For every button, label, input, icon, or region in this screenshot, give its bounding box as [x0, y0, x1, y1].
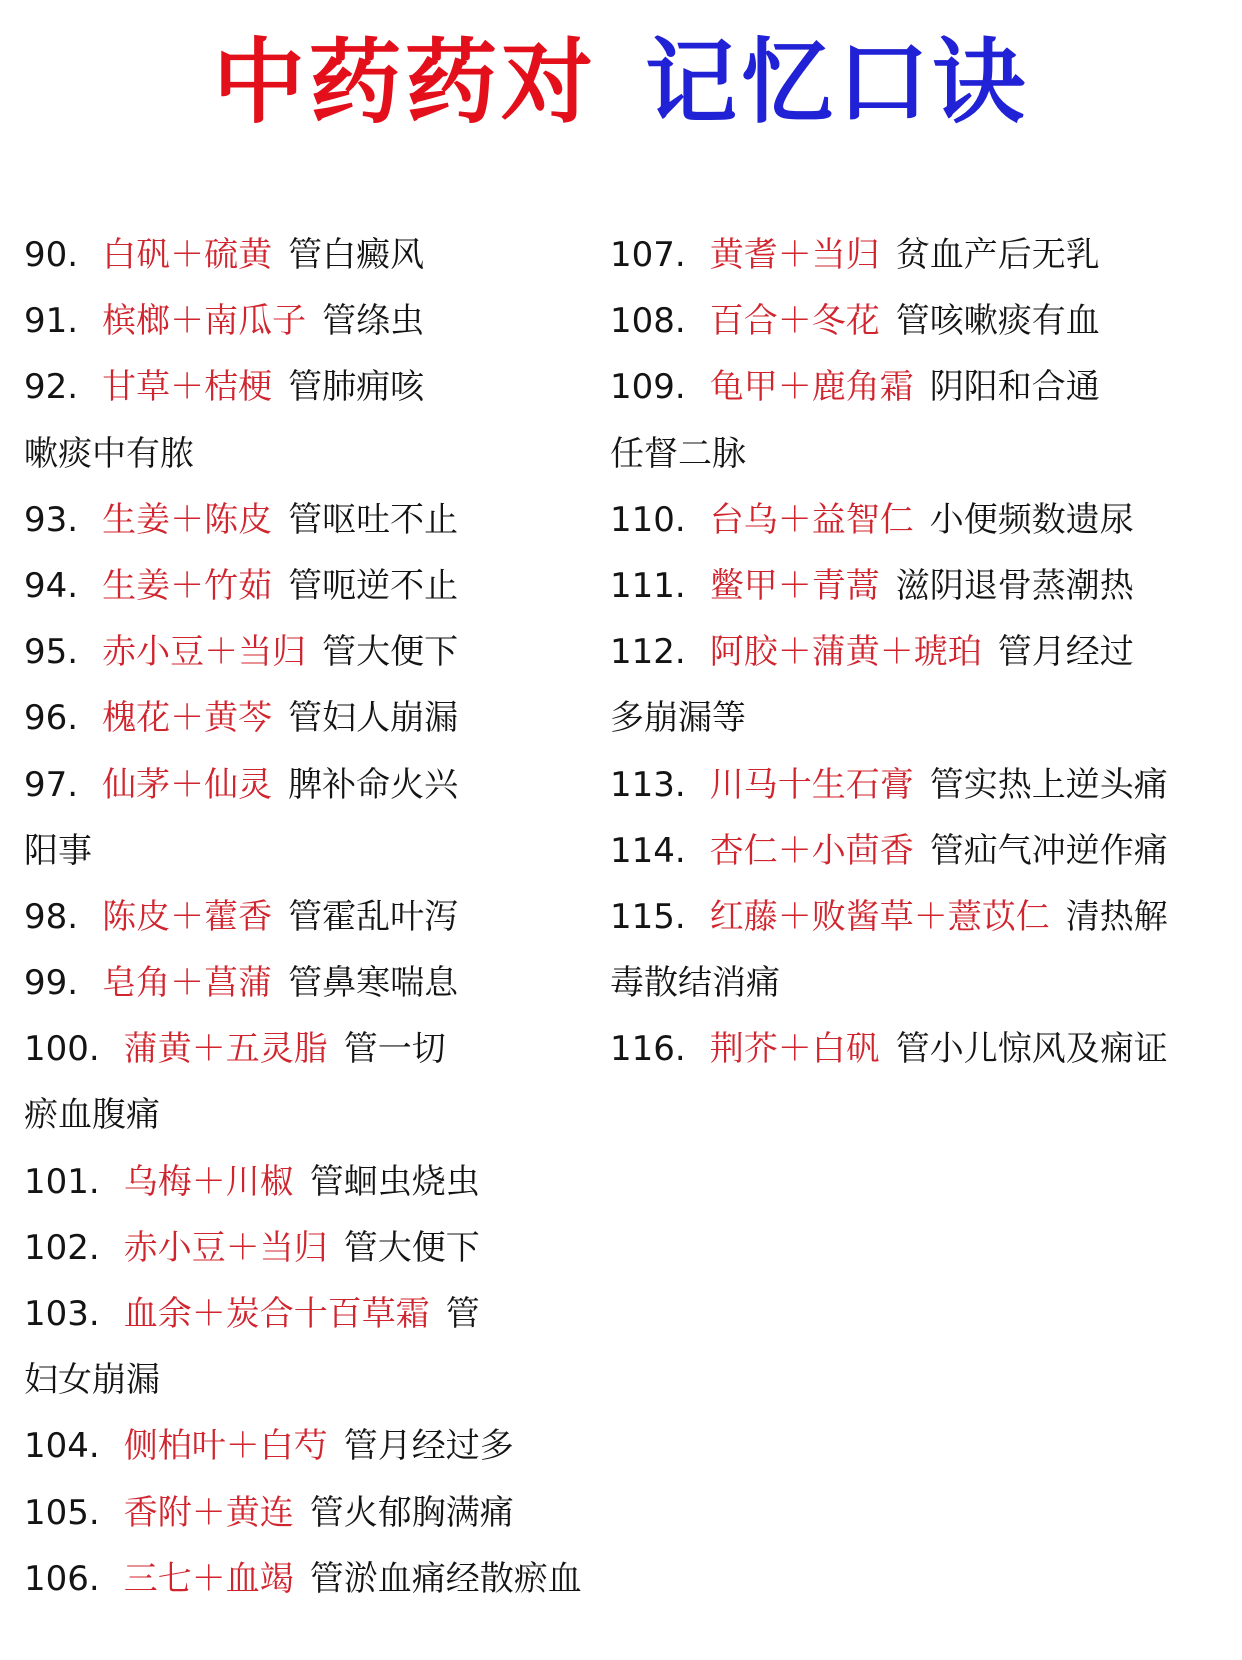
item-number: 110.: [610, 499, 686, 540]
item-number: 93.: [24, 499, 79, 540]
list-item: [610, 487, 1238, 553]
herb-effect: 管妇人崩漏: [288, 698, 459, 739]
item-number: 108.: [610, 301, 686, 342]
herb-pair: 荆芥＋白矾: [709, 1029, 880, 1070]
herb-effect: 管实热上逆头痛: [929, 764, 1168, 805]
herb-pair: 乌梅＋川椒: [123, 1161, 294, 1202]
left-column: [24, 222, 624, 1612]
herb-pair: 阿胶＋蒲黄＋琥珀: [709, 632, 982, 673]
list-item: [24, 1480, 624, 1546]
herb-effect: 清热解: [1065, 896, 1168, 937]
list-item: [24, 950, 624, 1016]
item-number: 103.: [24, 1294, 100, 1334]
herb-effect: 瘀血腹痛: [24, 1095, 160, 1136]
herb-effect: 滋阴退骨蒸潮热: [895, 565, 1134, 606]
herb-pair: 赤小豆＋当归: [123, 1227, 328, 1268]
list-item: [24, 1215, 624, 1281]
herb-pair: 香附＋黄连: [123, 1492, 294, 1533]
herb-effect: 管绦虫: [322, 301, 425, 342]
herb-pair: 百合＋冬花: [709, 301, 880, 342]
item-number: 94.: [24, 565, 79, 606]
item-number: 112.: [610, 632, 686, 673]
list-item: [610, 619, 1238, 685]
list-item: [24, 1149, 624, 1215]
herb-pair: 皂角＋菖蒲: [102, 963, 273, 1004]
herb-pair: 白矾＋硫黄: [102, 235, 273, 275]
list-item: [24, 752, 624, 818]
item-number: 107.: [610, 235, 686, 275]
herb-effect: 毒散结消痛: [610, 963, 780, 1004]
herb-pair: 台乌＋益智仁: [709, 499, 914, 540]
item-number: 115.: [610, 896, 686, 937]
item-number: 98.: [24, 896, 79, 937]
herb-pair: 仙茅＋仙灵: [102, 764, 273, 805]
herb-effect: 多崩漏等: [610, 698, 746, 739]
item-number: 111.: [610, 565, 686, 606]
list-item: [610, 752, 1238, 818]
list-item: [610, 222, 1238, 288]
list-item: [24, 487, 624, 553]
list-item: [24, 288, 624, 354]
herb-effect: 管白癜风: [288, 235, 425, 275]
herb-effect: 管月经过多: [343, 1426, 514, 1467]
item-number: 96.: [24, 698, 79, 739]
list-item: [610, 288, 1238, 354]
list-item: [24, 1413, 624, 1479]
item-number: 101.: [24, 1161, 100, 1202]
herb-effect: 管火郁胸满痛: [309, 1492, 514, 1533]
herb-pair: 甘草＋桔梗: [102, 367, 273, 408]
herb-pair: 红藤＋败酱草＋薏苡仁: [709, 896, 1050, 937]
herb-pair: 杏仁＋小茴香: [709, 830, 914, 871]
item-number: 104.: [24, 1426, 100, 1467]
herb-pair: 血余＋炭合十百草霜: [123, 1294, 430, 1334]
herb-effect: 任督二脉: [610, 433, 746, 474]
herb-pair: 龟甲＋鹿角霜: [709, 367, 914, 408]
item-number: 102.: [24, 1227, 100, 1268]
herb-effect: 脾补命火兴: [288, 764, 459, 805]
list-item-continuation: [24, 421, 624, 487]
herb-pair: 鳖甲＋青蒿: [709, 565, 880, 606]
herb-pair: 生姜＋竹茹: [102, 565, 273, 606]
item-number: 92.: [24, 367, 79, 408]
herb-pair: 蒲黄＋五灵脂: [123, 1029, 328, 1070]
page-title: [0, 28, 1242, 138]
list-item: [610, 354, 1238, 420]
title-part-blue: 记忆口诀: [645, 29, 1030, 136]
herb-effect: 管月经过: [997, 632, 1134, 673]
list-item: [24, 1016, 624, 1082]
list-item: [24, 1546, 624, 1612]
herb-effect: 嗽痰中有脓: [24, 433, 194, 474]
list-item-continuation: [24, 1082, 624, 1148]
list-item-continuation: [24, 1347, 624, 1413]
item-number: 91.: [24, 301, 79, 342]
herb-pair: 赤小豆＋当归: [102, 632, 307, 673]
herb-pair: 陈皮＋藿香: [102, 896, 273, 937]
herb-effect: 管淤血痛经散瘀血: [309, 1558, 582, 1599]
item-number: 116.: [610, 1029, 686, 1070]
herb-pair: 槟榔＋南瓜子: [102, 301, 307, 342]
herb-effect: 贫血产后无乳: [895, 235, 1100, 275]
herb-effect: 管呕吐不止: [288, 499, 459, 540]
item-number: 105.: [24, 1492, 100, 1533]
list-item: [610, 818, 1238, 884]
herb-effect: 管咳嗽痰有血: [895, 301, 1100, 342]
herb-pair: 三七＋血竭: [123, 1558, 294, 1599]
list-item: [610, 1016, 1238, 1082]
title-part-red: 中药药对: [212, 29, 597, 136]
herb-effect: 管霍乱叶泻: [288, 896, 459, 937]
herb-pair: 川马十生石膏: [709, 764, 914, 805]
list-item: [24, 354, 624, 420]
herb-pair: 槐花＋黄芩: [102, 698, 273, 739]
herb-effect: 管大便下: [343, 1227, 480, 1268]
herb-effect: 妇女崩漏: [24, 1360, 160, 1401]
item-number: 100.: [24, 1029, 100, 1070]
list-item: [24, 553, 624, 619]
list-item: [24, 619, 624, 685]
list-item-continuation: [610, 685, 1238, 751]
list-item-continuation: [610, 421, 1238, 487]
herb-effect: 管小儿惊风及痫证: [895, 1029, 1168, 1070]
herb-effect: 管肺痈咳: [288, 367, 425, 408]
item-number: 99.: [24, 963, 79, 1004]
herb-effect: 小便频数遗尿: [929, 499, 1134, 540]
herb-pair: 黄耆＋当归: [709, 235, 880, 275]
item-number: 114.: [610, 830, 686, 871]
right-column: [610, 222, 1238, 1082]
herb-effect: 管鼻寒喘息: [288, 963, 459, 1004]
herb-pair: 侧柏叶＋白芍: [123, 1426, 328, 1467]
list-item: [24, 685, 624, 751]
herb-effect: 管一切: [343, 1029, 446, 1070]
list-item: [24, 222, 624, 288]
herb-effect: 管大便下: [322, 632, 459, 673]
list-item: [24, 1281, 624, 1347]
item-number: 90.: [24, 235, 79, 275]
herb-pair: 生姜＋陈皮: [102, 499, 273, 540]
herb-effect: 管疝气冲逆作痛: [929, 830, 1168, 871]
item-number: 109.: [610, 367, 686, 408]
herb-effect: 管呃逆不止: [288, 565, 459, 606]
item-number: 95.: [24, 632, 79, 673]
list-item-continuation: [24, 818, 624, 884]
herb-effect: 管蛔虫烧虫: [309, 1161, 480, 1202]
herb-effect: 阴阳和合通: [929, 367, 1100, 408]
list-item: [24, 884, 624, 950]
herb-effect: 管: [445, 1294, 480, 1334]
list-item: [610, 884, 1238, 950]
item-number: 97.: [24, 764, 79, 805]
item-number: 106.: [24, 1558, 100, 1599]
list-item: [610, 553, 1238, 619]
herb-effect: 阳事: [24, 830, 92, 871]
item-number: 113.: [610, 764, 686, 805]
list-item-continuation: [610, 950, 1238, 1016]
